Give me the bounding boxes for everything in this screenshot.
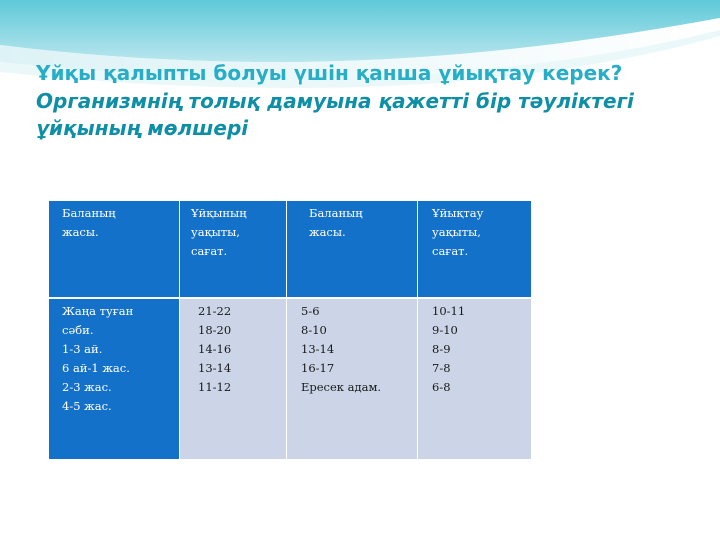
table-cell-value: 7-8 [432,361,451,375]
body-cell-sleep-hours [180,298,287,459]
header-line: сағат. [191,244,228,258]
header-line: Ұйқының [191,206,247,220]
table-cell-value: 13-14 [301,342,335,356]
table-cell-value: 10-11 [432,304,466,318]
header-cell-child-age [49,201,180,298]
table-cell-value: 1-3 ай. [62,342,103,356]
table-cell-value: 8-9 [432,342,451,356]
header-line: Баланың [309,206,363,220]
body-cell-sleep-time [418,298,532,459]
table-cell-value: 18-20 [198,323,232,337]
subtitle-line: ұйқының мөлшері [36,116,249,140]
table-cell-value: 6-8 [432,380,451,394]
table-cell-value: 2-3 жас. [62,380,112,394]
table-header-row [49,201,531,298]
body-cell-ages [49,298,180,459]
header-line: сағат. [432,244,469,258]
header-line: Баланың [62,206,116,220]
title-block [36,60,686,142]
header-cell-sleep-time [418,201,532,298]
header-cell-sleep-hours [180,201,287,298]
body-cell-ages-2 [287,298,418,459]
table-cell-value: Жаңа туған [62,304,134,318]
table-cell-value: сәби. [62,323,94,337]
table-cell-value: 5-6 [301,304,320,318]
table-cell-value: 14-16 [198,342,232,356]
table-cell-value: 16-17 [301,361,335,375]
table-cell-value: 13-14 [198,361,232,375]
table-cell-value: 9-10 [432,323,458,337]
table-cell-value: 21-22 [198,304,232,318]
header-line: Ұйықтау [432,206,484,220]
table-body-row [49,298,531,459]
page-subtitle [36,88,686,142]
header-line: уақыты, [432,225,481,239]
header-line: уақыты, [191,225,240,239]
header-cell-child-age-2 [287,201,418,298]
page-title: Ұйқы қалыпты болуы үшін қанша ұйықтау керек? [36,61,623,85]
header-line: жасы. [309,225,346,239]
table-cell-value: 6 ай-1 жас. [62,361,130,375]
table-cell-value: 11-12 [198,380,232,394]
table-cell-value: 8-10 [301,323,327,337]
subtitle-line: Организмнің толық дамуына қажетті бір тәуліктегі [36,89,634,113]
header-line: жасы. [62,225,99,239]
sleep-duration-table [49,201,531,459]
table-cell-value: 4-5 жас. [62,399,112,413]
table-cell-value: Ересек адам. [301,380,382,394]
